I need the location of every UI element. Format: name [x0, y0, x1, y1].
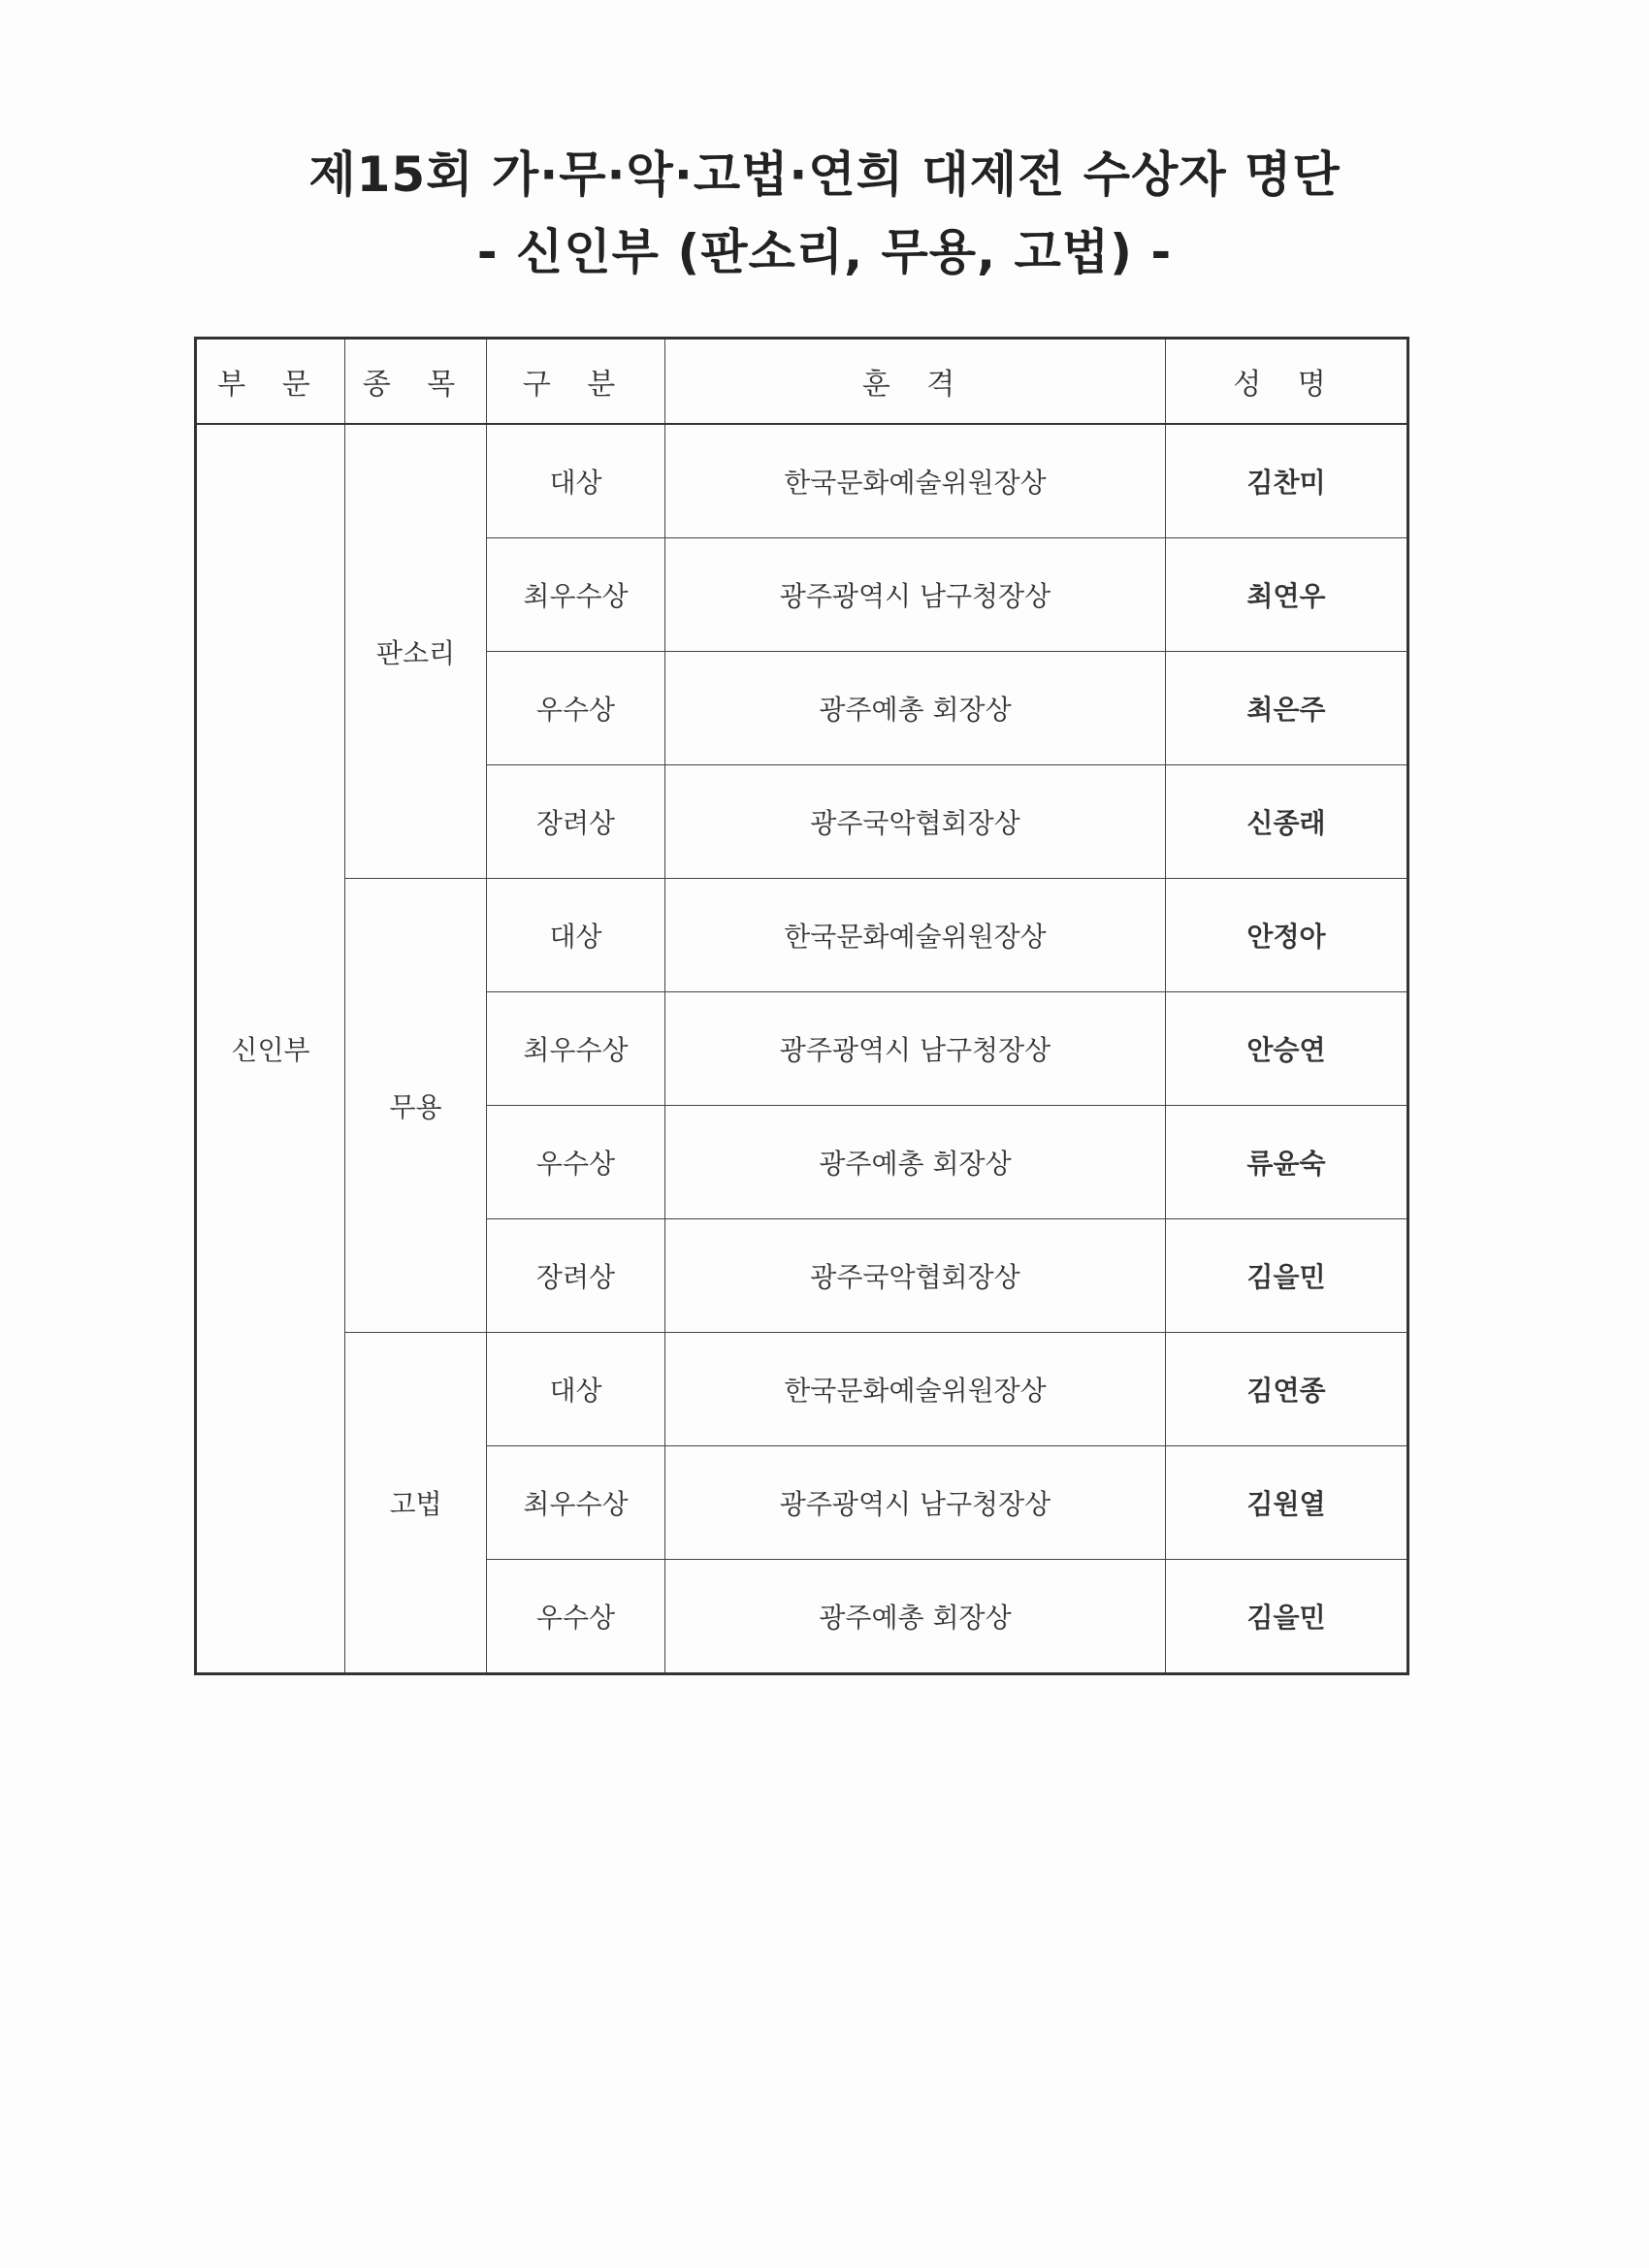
table-row: [196, 1333, 1408, 1446]
awards-table-container: [194, 337, 1406, 1675]
category-cell: 대상: [487, 879, 665, 992]
name-cell: 김을민: [1166, 1219, 1408, 1333]
category-cell: 최우수상: [487, 1446, 665, 1560]
name-cell: 김찬미: [1166, 424, 1408, 538]
name-cell: 류윤숙: [1166, 1106, 1408, 1219]
name-cell: 김연종: [1166, 1333, 1408, 1446]
award-cell: 한국문화예술위원장상: [665, 424, 1166, 538]
award-cell: 광주광역시 남구청장상: [665, 992, 1166, 1106]
header-category: 구 분: [487, 339, 665, 425]
category-cell: 우수상: [487, 1560, 665, 1674]
header-division: 부 문: [196, 339, 345, 425]
name-cell: 최연우: [1166, 538, 1408, 652]
award-cell: 광주국악협회장상: [665, 765, 1166, 879]
name-cell: 김을민: [1166, 1560, 1408, 1674]
category-cell: 대상: [487, 1333, 665, 1446]
award-cell: 광주예총 회장상: [665, 1106, 1166, 1219]
event-cell-muyong: 무용: [345, 879, 487, 1333]
category-cell: 장려상: [487, 1219, 665, 1333]
award-cell: 광주예총 회장상: [665, 1560, 1166, 1674]
award-cell: 광주예총 회장상: [665, 652, 1166, 765]
category-cell: 대상: [487, 424, 665, 538]
award-cell: 한국문화예술위원장상: [665, 1333, 1166, 1446]
name-cell: 신종래: [1166, 765, 1408, 879]
category-cell: 장려상: [487, 765, 665, 879]
category-cell: 우수상: [487, 652, 665, 765]
event-cell-pansori: 판소리: [345, 424, 487, 879]
award-cell: 광주광역시 남구청장상: [665, 1446, 1166, 1560]
award-cell: 한국문화예술위원장상: [665, 879, 1166, 992]
category-cell: 우수상: [487, 1106, 665, 1219]
title-line-2: - 신인부 (판소리, 무용, 고법) -: [476, 224, 1173, 280]
award-cell: 광주광역시 남구청장상: [665, 538, 1166, 652]
division-cell: 신인부: [196, 424, 345, 1674]
table-row: [196, 879, 1408, 992]
awards-table: [194, 337, 1409, 1675]
name-cell: 김원열: [1166, 1446, 1408, 1560]
category-cell: 최우수상: [487, 992, 665, 1106]
name-cell: 안정아: [1166, 879, 1408, 992]
document-title: [0, 136, 1649, 291]
table-header-row: [196, 339, 1408, 425]
title-line-1: 제15회 가·무·악·고법·연희 대제전 수상자 명단: [308, 146, 1341, 203]
header-name: 성 명: [1166, 339, 1408, 425]
event-cell-gobeop: 고법: [345, 1333, 487, 1674]
table-row: [196, 424, 1408, 538]
header-event: 종 목: [345, 339, 487, 425]
name-cell: 최은주: [1166, 652, 1408, 765]
header-award: 훈 격: [665, 339, 1166, 425]
category-cell: 최우수상: [487, 538, 665, 652]
name-cell: 안승연: [1166, 992, 1408, 1106]
award-cell: 광주국악협회장상: [665, 1219, 1166, 1333]
